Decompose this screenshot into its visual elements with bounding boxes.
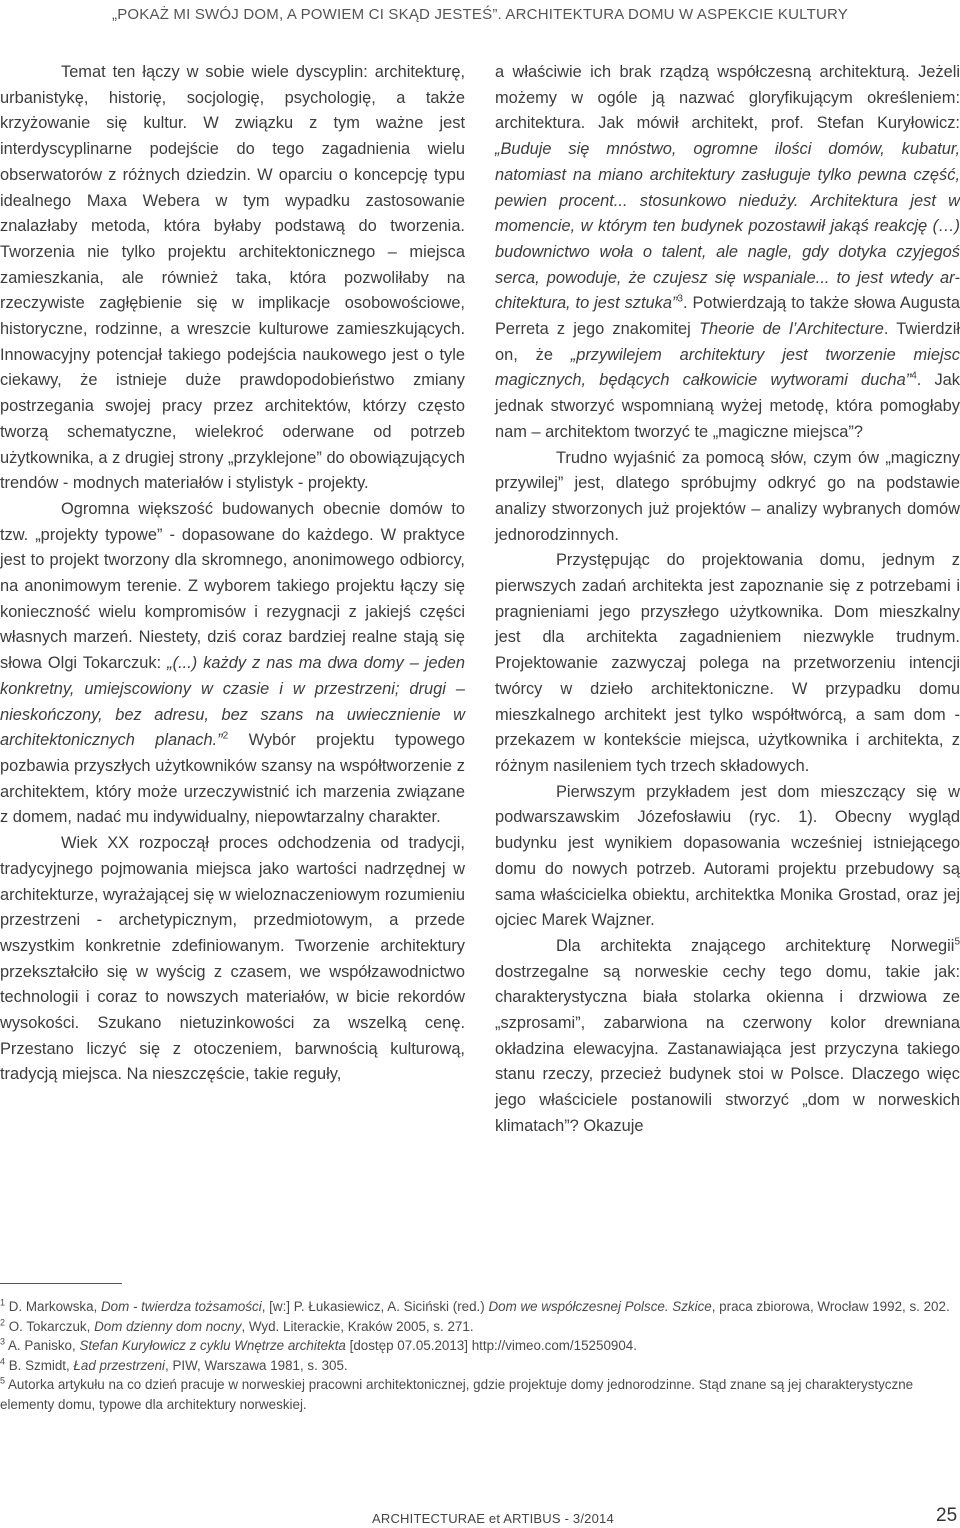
page-number: 25 [936,1505,958,1526]
paragraph-text: a właściwie ich brak rządzą współczesną architekturą. Jeżeli możemy w ogóle ją nazwać gloryfikującym określeniem: architektura. Jak mówił architekt, prof. Stefan Kuryłowicz: [495,63,960,133]
paragraph [495,934,960,1140]
quote: „Buduje się mnóstwo, ogromne ilości domów, kubatur, natomiast na miano architektury zasługuje tylko pewna część, pewien procent... stosunkowo niedużу. Architektura jest w momencie, w którym ten budynek pozostawił jakąś reakcję (…) budownictwo woła o talent, ale nagle, gdy dotyka czyjegoś serca, powoduje, że czujesz się wspaniale... to jest wtedy architektura, to jest sztuka” [495,140,960,313]
footnote-title: Dom - twierdza tożsamości [101,1299,262,1314]
book-title: Theorie de l’Architecture [698,320,884,339]
quote: „przywilejem architektury jest tworzenie miejsc magicznych, będących całkowicie wytworami ducha” [495,345,960,390]
footnotes [0,1297,960,1414]
footnote-text: Autorka artykułu na co dzień pracuje w norweskiej pracowni architektonicznej, gdzie projektuje domy jednorodzinne. Stąd znane są jej charakterystyczne elementy domu, typowe dla architektury norweskiej. [0,1377,914,1412]
quote: „(...) każdy z nas ma dwa domy – jeden konkretny, umiejscowiony w czasie i w przestrzeni; drugi – nieskończony, bez adresu, bez szans na uwiecznienie w architektonicznych planach.” [0,654,465,750]
footnote-text: , PIW, Warszawa 1981, s. 305. [165,1357,348,1373]
paragraph-text: . Potwierdzają to także słowa Augusta Perreta z jego znakomitej [495,294,960,339]
footnote-ref[interactable]: 4 [911,370,917,382]
footnote-title: Dom we współczesnej Polsce. Szkice [488,1299,712,1314]
footnote [0,1375,960,1414]
paragraph: Przystępując do projektowania domu, jednym z pierwszych zadań architekta jest zapoznanie się z potrzebami i pragnieniami jego przyszłego użytkownika. Dom mieszkalny jest dla architekta zagadnieniem niezwykle trudnym. Projektowanie zazwyczaj polega na przetworzeniu intencji twórcy w dzieło architektoniczne. W przypadku domu mieszkalnego architekt jest tylko współtwórcą, a sam dom - przekazem w kontekście miejsca, użytkownika i architekta, z różnym nasileniem tych trzech składowych. [495,551,960,775]
footnote [0,1297,960,1317]
paragraph: Temat ten łączy w sobie wiele dyscyplin: architekturę, urbanistykę, historię, socjologię, psychologię, a także krzyżowanie się kultur. W związku z tym ważne jest interdyscyplinarne podejście do tego zagadnienia wielu obserwatorów z różnych dziedzin. W oparciu o koncepcję typu idealnego Maxa Webera w tym wypadku zastosowanie znalazłaby metoda, która byłaby podstawą do tworzenia. Tworzenia nie tylko projektu architektonicznego – miejsca zamieszkania, ale również taka, która pozwoliłaby na rzeczywiste zagłębienie się w implikacje osobowościowe, historyczne, rodzinne, a wreszcie kulturowe zamieszkujących. Innowacyjny potencjał takiego podejścia naukowego jest o tyle ciekawy, że istnieje duże prawdopodobieństwo zmiany postrzegania swojej pracy przez architektów, którzy często tworzą schematyczne, wielekroć oderwane od potrzeb użytkownika, a z drugiej strony „przyklejone” do obowiązujących trendów - modnych materiałów i stylistyk - projekty. [0,63,465,493]
paragraph-text: . Jak jednak stworzyć wspomnianą wyżej metodę, która pomogłaby nam – architektom tworzyć te „magiczne miejsca”? [495,371,960,441]
paragraph: Trudno wyjaśnić za pomocą słów, czym ów „magiczny przywilej” jest, dlatego spróbujmy odkryć go na podstawie analizy stworzonych już projektów – analizy wybranych domów jednorodzinnych. [495,448,960,544]
footnote-ref[interactable]: 3 [677,293,683,305]
footnote-number: 1 [0,1297,6,1308]
footnote-text: O. Tokarczuk, [5,1318,95,1334]
footnote-ref[interactable]: 2 [222,730,229,742]
right-column [495,60,960,1140]
footnote-divider [0,1283,122,1284]
running-title: „POKAŻ MI SWÓJ DOM, A POWIEM CI SKĄD JESTEŚ”. ARCHITEKTURA DOMU W ASPEKCIE KULTURY [112,6,848,23]
paragraph [0,497,465,831]
footnote-text: D. Markowska, [5,1299,101,1314]
footnote [0,1336,960,1356]
paragraph: Wiek XX rozpoczął proces odchodzenia od tradycji, tradycyjnego pojmowania miejsca jako wartości nadrzędnej w architekturze, wyrażającej się w wieloznaczeniowym rozumieniu przestrzeni - archetypicznym, przedmiotowym, a przede wszystkim konkretnie zdefiniowanym. Tworzenie architektury przekształciło się w wyścig z czasem, we współzawodnictwo technologii i coraz to nowszych materiałów, w bicie rekordów wysokości. Szukano nietuzinkowości za wszelką cenę. Przestano liczyć się z otoczeniem, barwnością kulturową, tradycją miejsca. Na nieszczęście, takie reguły, [0,834,465,1084]
footnote-text: , Wyd. Literackie, Kraków 2005, s. 271. [241,1318,474,1334]
paragraph: Pierwszym przykładem jest dom mieszczący się w podwarszawskim Józefosławiu (ryc. 1). Obecny wygląd budynku jest wynikiem dopasowania wcześniej istniejącego domu do nowych potrzeb. Autorami projektu przebudowy są sama właścicielka obiektu, architektka Monika Grostad, oraz jej ojciec Marek Wajzner. [495,782,960,930]
journal-name: ARCHITECTURAE et ARTIBUS - 3/2014 [372,1511,614,1526]
footnote-number: 3 [0,1336,6,1347]
footnote-text: , praca zbiorowa, Wrocław 1992, s. 202. [711,1299,950,1314]
footnote-title: Ład przestrzeni [73,1357,166,1373]
paragraph-text: dostrzegalne są norweskie cechy tego domu, takie jak: charakterystyczna biała stolarka okienna i drzwiowa ze „szprosami”, zabarwiona na czerwony kolor drewniana okładzina elewacyjna. Zastanawiająca jest przyczyna takiego stanu rzeczy, przecież budynek stoi w Polsce. Dlaczego więc jego właściciele postanowili stworzyć „dom w norweskich klimatach”? Okazuje [495,962,960,1135]
paragraph-text: . Twierdził on, że [495,320,960,364]
footnote-text: A. Panisko, [5,1338,80,1353]
footnote-text: , [w:] P. Łukasiewicz, A. Siciński (red.) [261,1299,489,1314]
footnote-number: 5 [0,1375,6,1386]
paragraph-text: Dla architekta znającego architekturę Norwegii [556,936,955,955]
footnote-title: Dom dzienny dom nocny [94,1318,242,1334]
footnote [0,1317,960,1337]
paragraph [495,60,960,446]
footnote-number: 4 [0,1356,6,1367]
footnote [0,1356,960,1376]
paragraph-text: Ogromna większość budowanych obecnie domów to tzw. „projekty typowe” - dopasowane do każdego. W praktyce jest to projekt tworzony dla skromnego, anonimowego odbiorcy, na anonimowym terenie. Z wyborem takiego projektu łączy się konieczność wielu kompromisów i rezygnacji z jakiejś części własnych marzeń. Niestety, dziś coraz bardziej realne stają się słowa Olgi Tokarczuk: [0,499,465,673]
footnote-link[interactable]: [dostęp 07.05.2013] http://vimeo.com/15250904. [345,1338,637,1353]
paragraph-text: Wybór projektu typowego pozbawia przyszłych użytkowników szansy na współtworzenie z architektem, który może urzeczywistnić ich marzenia związane z domem, nadać mu indywidualny, niepowtarzalny charakter. [0,731,466,827]
footnote-ref[interactable]: 5 [954,936,960,948]
footnote-number: 2 [0,1317,6,1328]
footnote-text: B. Szmidt, [5,1357,74,1373]
left-column [0,60,465,1088]
footnote-title: Stefan Kuryłowicz z cyklu Wnętrze architekta [79,1338,346,1353]
